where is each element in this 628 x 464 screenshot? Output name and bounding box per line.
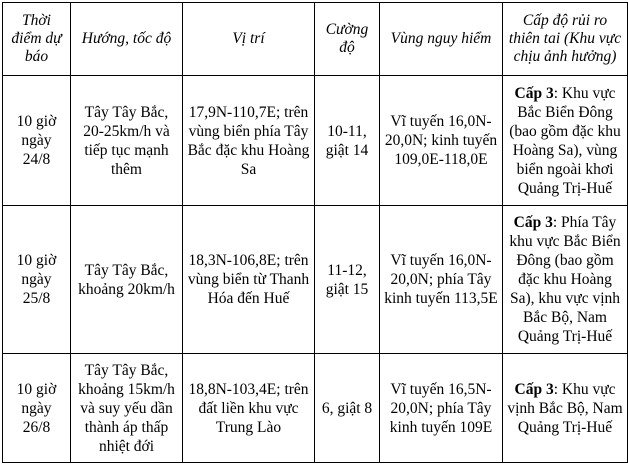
cell-position: 17,9N-110,7E; trên vùng biển phía Tây Bắc đặc khu Hoàng Sa [183,76,315,206]
cell-risk-level [503,76,628,206]
cell-direction-speed: Tây Tây Bắc, 20-25km/h và tiếp tục mạnh thêm [71,76,183,206]
header-forecast-time: Thời điểm dự báo [3,3,71,76]
table-header-row [3,3,628,76]
cell-danger-zone: Vĩ tuyến 16,5N-20,0N; phía Tây kinh tuyến 109E [380,354,503,463]
header-position: Vị trí [183,3,315,76]
table-row [3,354,628,463]
cell-forecast-time: 10 giờ ngày 25/8 [3,206,71,354]
table-row [3,206,628,354]
cell-risk-level [503,206,628,354]
cell-forecast-time: 10 giờ ngày 24/8 [3,76,71,206]
cell-position: 18,8N-103,4E; trên đất liền khu vực Trung Lào [183,354,315,463]
cell-intensity: 11-12, giật 15 [315,206,380,354]
cell-intensity: 10-11, giật 14 [315,76,380,206]
cell-position: 18,3N-106,8E; trên vùng biển từ Thanh Hóa đến Huế [183,206,315,354]
header-direction-speed: Hướng, tốc độ [71,3,183,76]
risk-area-text: : Phía Tây khu vực Bắc Biển Đông (bao gồm đặc khu Hoàng Sa), khu vực vịnh Bắc Bộ, Nam Quảng Trị-Huế [509,214,621,345]
storm-forecast-table [2,2,628,463]
cell-danger-zone: Vĩ tuyến 16,0N-20,0N; kinh tuyến 109,0E-118,0E [380,76,503,206]
risk-level-label: Cấp 3 [514,380,554,398]
header-intensity: Cường độ [315,3,380,76]
risk-area-text: : Khu vực Bắc Biển Đông (bao gồm đặc khu Hoàng Sa), vùng biển ngoài khơi Quảng Trị-Huế [509,84,621,197]
header-risk-level: Cấp độ rủi ro thiên tai (Khu vực chịu ảnh hưởng) [503,3,628,76]
header-danger-zone: Vùng nguy hiểm [380,3,503,76]
risk-level-label: Cấp 3 [513,214,553,231]
cell-direction-speed: Tây Tây Bắc, khoảng 15km/h và suy yếu dần thành áp thấp nhiệt đới [71,354,183,463]
risk-area-text: : Khu vực vịnh Bắc Bộ, Nam Quảng Trị-Huế [507,380,623,436]
cell-forecast-time: 10 giờ ngày 26/8 [3,354,71,463]
cell-risk-level [503,354,628,463]
table-row [3,76,628,206]
cell-danger-zone: Vĩ tuyến 16,0N-20,0N; phía Tây kinh tuyến 113,5E [380,206,503,354]
risk-level-label: Cấp 3 [514,84,554,102]
cell-intensity: 6, giật 8 [315,354,380,463]
cell-direction-speed: Tây Tây Bắc, khoảng 20km/h [71,206,183,354]
